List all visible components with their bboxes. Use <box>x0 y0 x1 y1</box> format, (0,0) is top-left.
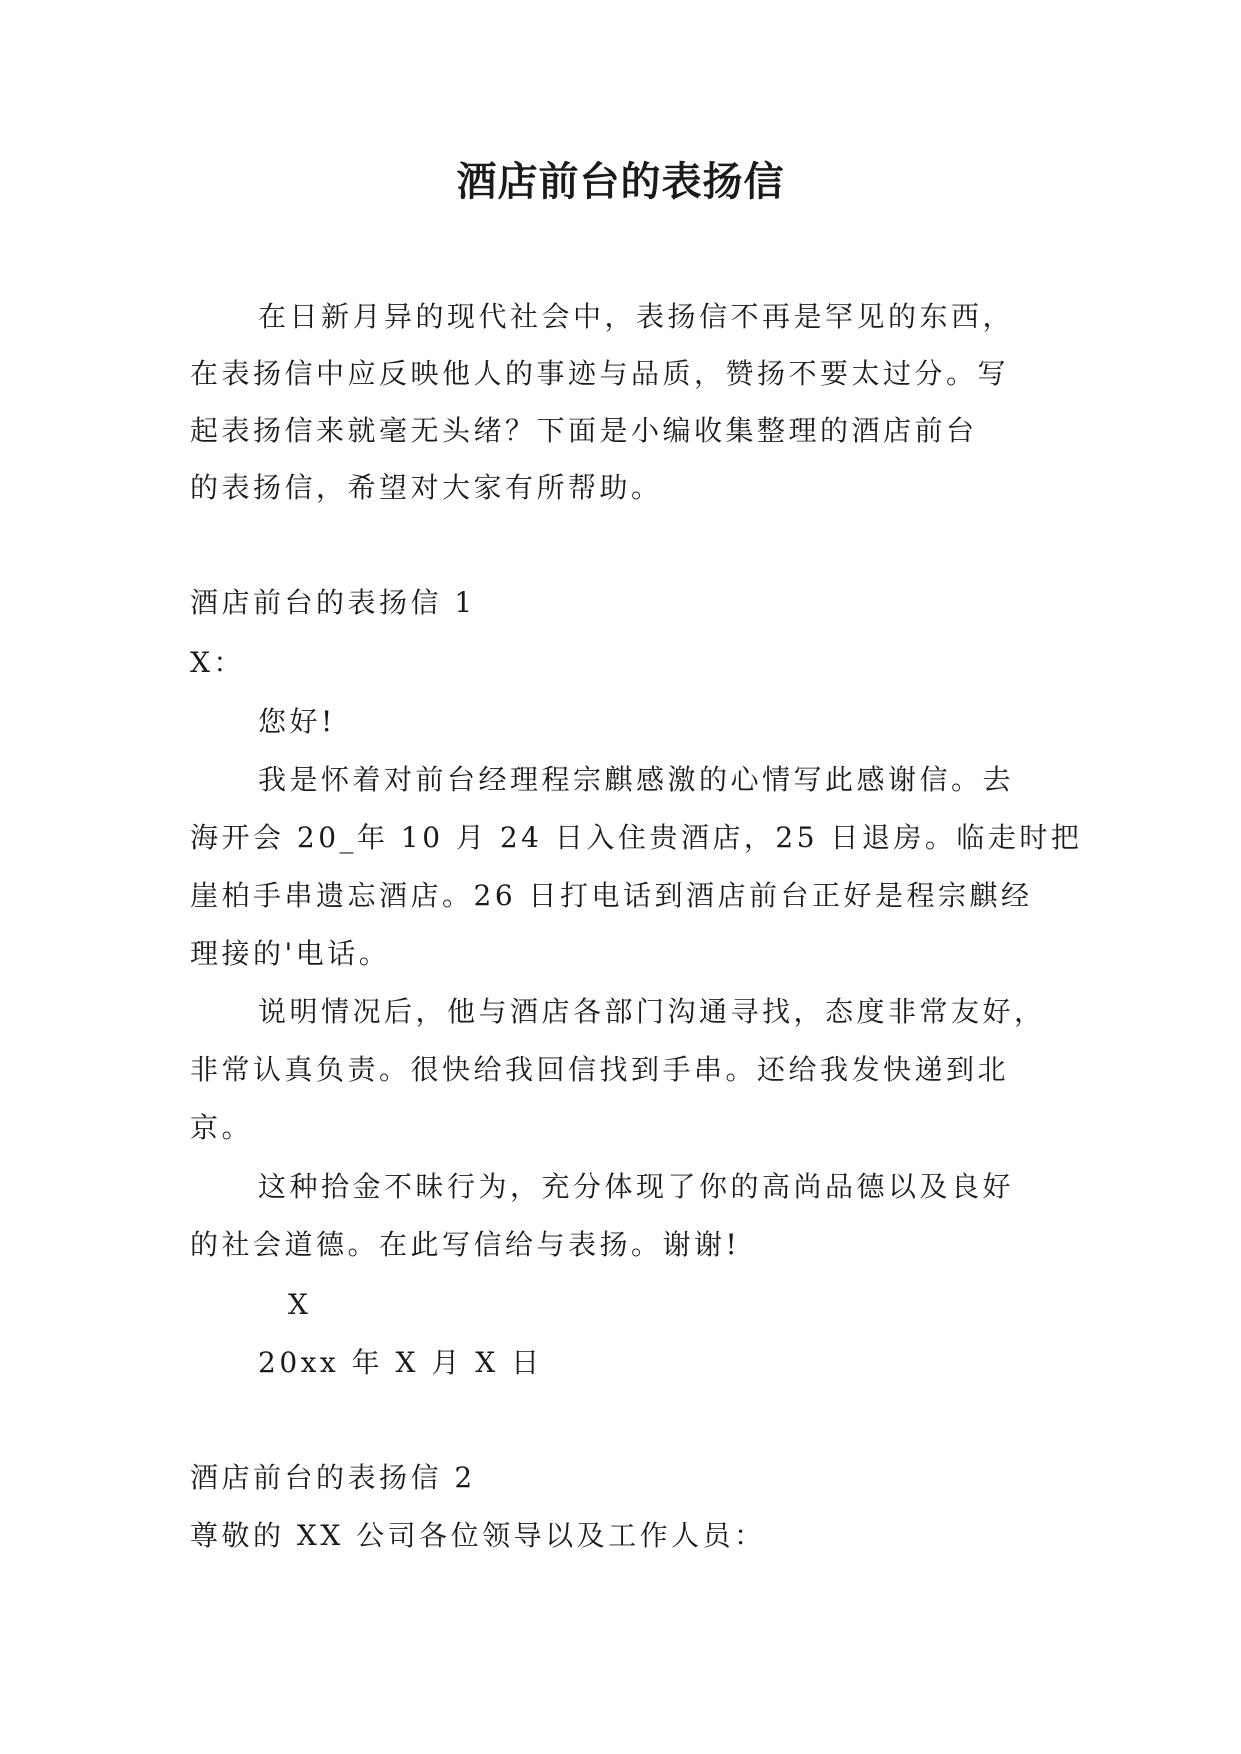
intro-line: 在表扬信中应反映他人的事迹与品质，赞扬不要太过分。写 <box>190 357 1010 390</box>
letter1-signature: X <box>288 1288 312 1321</box>
document-title: 酒店前台的表扬信 <box>456 158 785 205</box>
letter2-heading: 酒店前台的表扬信 2 <box>190 1461 476 1494</box>
letter1-paragraph-line: 非常认真负责。很快给我回信找到手串。还给我发快递到北 <box>190 1053 1010 1086</box>
intro-line: 起表扬信来就毫无头绪？下面是小编收集整理的酒店前台 <box>190 414 978 447</box>
letter1-paragraph-line: 说明情况后，他与酒店各部门沟通寻找，态度非常友好， <box>258 995 1046 1028</box>
letter1-greeting: 您好! <box>258 705 336 738</box>
letter1-salutation: X： <box>190 646 245 679</box>
letter1-date: 20xx 年 X 月 X 日 <box>258 1346 543 1379</box>
intro-line: 在日新月异的现代社会中，表扬信不再是罕见的东西， <box>258 300 1015 333</box>
letter1-paragraph-line: 海开会 20_年 10 月 24 日入住贵酒店，25 日退房。临走时把 <box>190 821 1083 854</box>
letter1-paragraph-line: 这种拾金不昧行为，充分体现了你的高尚品德以及良好 <box>258 1170 1015 1203</box>
letter1-paragraph-line: 的社会道德。在此写信给与表扬。谢谢! <box>190 1228 741 1261</box>
letter1-paragraph-line: 崖柏手串遗忘酒店。26 日打电话到酒店前台正好是程宗麒经 <box>190 879 1033 912</box>
letter2-salutation: 尊敬的 XX 公司各位领导以及工作人员： <box>190 1519 766 1552</box>
letter1-heading: 酒店前台的表扬信 1 <box>190 586 476 619</box>
letter1-paragraph-line: 我是怀着对前台经理程宗麒感激的心情写此感谢信。去 <box>258 763 1015 796</box>
letter1-paragraph-line: 京。 <box>190 1111 254 1144</box>
intro-line: 的表扬信，希望对大家有所帮助。 <box>190 471 663 504</box>
letter1-paragraph-line: 理接的'电话。 <box>190 937 391 970</box>
